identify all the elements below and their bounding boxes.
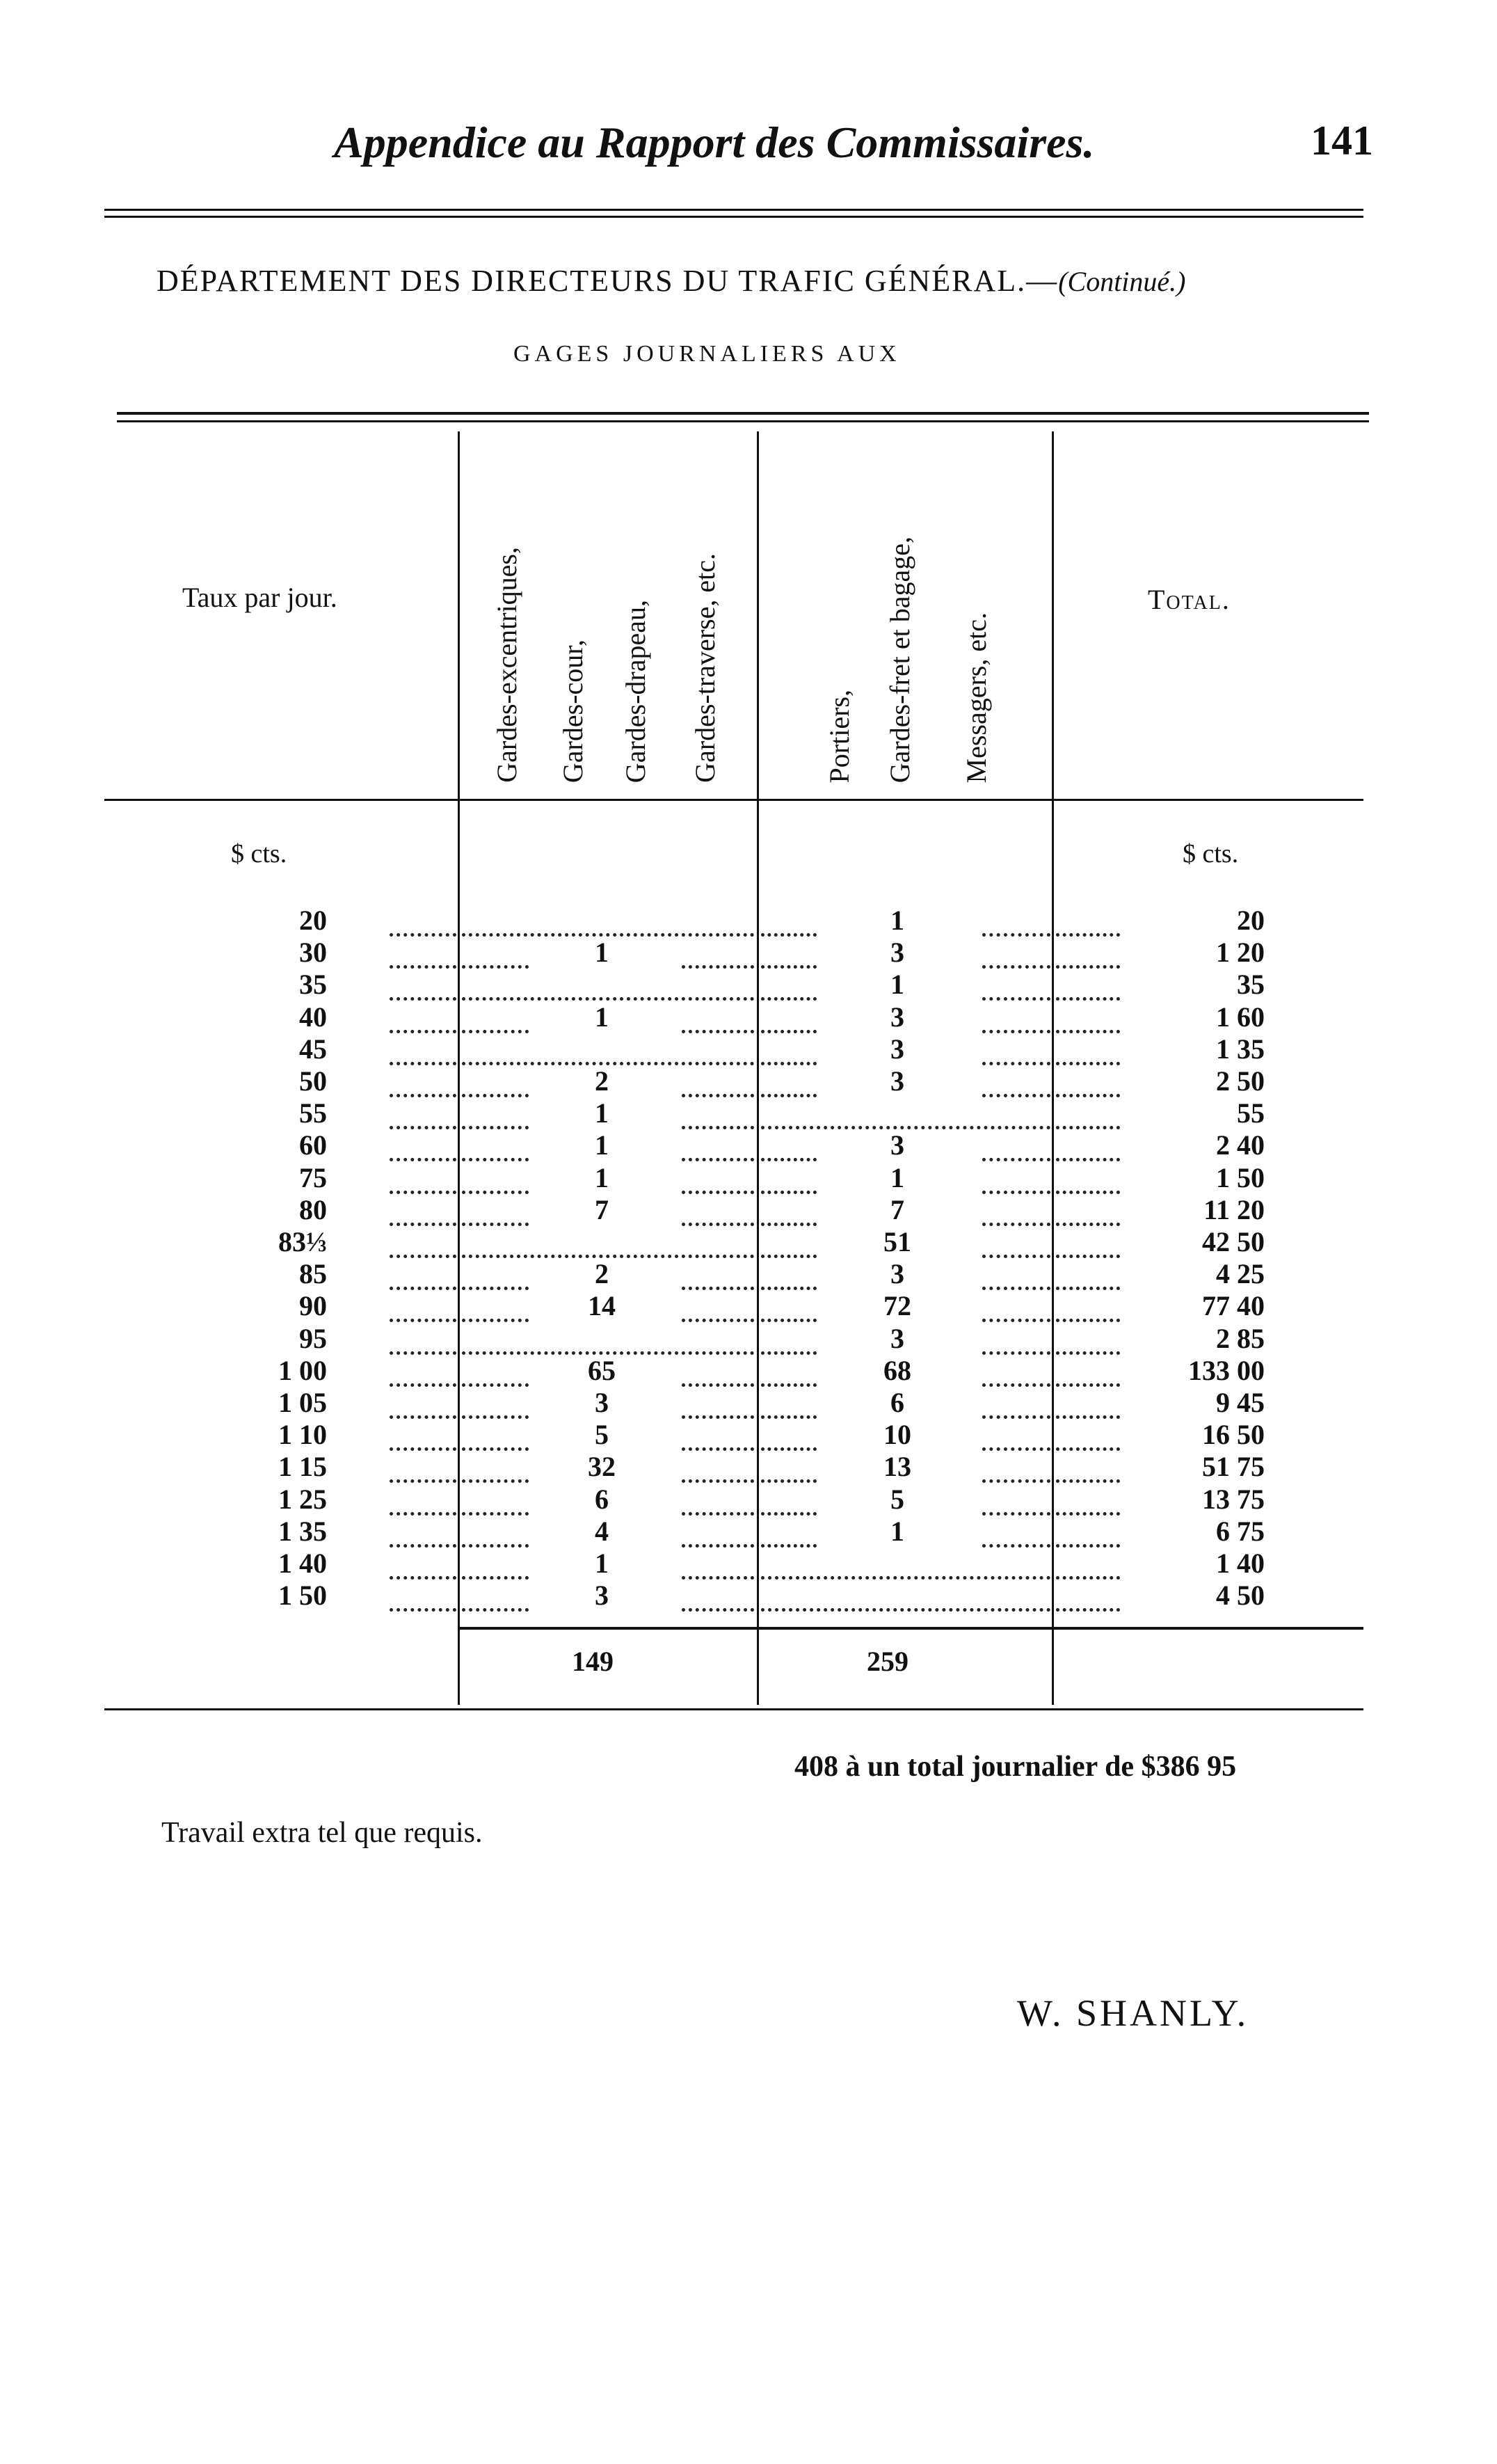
leader-dots [982, 1065, 1050, 1097]
leader-dots [682, 1290, 754, 1322]
rate-cell: 83⅓ [278, 1226, 327, 1257]
rate-cell: 1 40 [278, 1548, 327, 1579]
group1-count: 3 [574, 1580, 630, 1612]
group1-count: 6 [574, 1484, 630, 1516]
leader-dots [462, 1226, 754, 1258]
leader-dots [462, 969, 754, 1001]
group2-count: 1 [870, 905, 925, 937]
table-row [0, 1323, 1497, 1355]
group1-count: 32 [574, 1451, 630, 1483]
leader-dots [982, 1290, 1050, 1322]
leader-dots [761, 1258, 817, 1290]
leader-dots [761, 1033, 817, 1065]
group2-count: 3 [870, 1258, 925, 1290]
table-row [0, 1001, 1497, 1033]
leader-dots [982, 1355, 1050, 1387]
leader-dots [682, 1258, 754, 1290]
leader-dots [462, 1323, 754, 1355]
leader-dots [982, 905, 1050, 937]
leader-dots [761, 1065, 817, 1097]
leader-dots [682, 1065, 754, 1097]
leader-dots [761, 1548, 1050, 1580]
total-cell: 13 75 [1202, 1483, 1265, 1515]
table-row [0, 1355, 1497, 1387]
leader-dots [390, 1129, 456, 1161]
total-cell: 6 75 [1216, 1515, 1265, 1547]
page-number: 141 [1311, 118, 1373, 164]
leader-dots [462, 1387, 529, 1419]
summary-line: 408 à un total journalier de $386 95 [794, 1751, 1237, 1783]
group2-count: 51 [870, 1226, 925, 1258]
group2-count: 3 [870, 1065, 925, 1097]
group2-count: 10 [870, 1419, 925, 1451]
table-row [0, 1451, 1497, 1483]
leader-dots [1056, 1419, 1120, 1451]
leader-dots [682, 1484, 754, 1516]
leader-dots [462, 1001, 529, 1033]
rate-cell: 60 [299, 1129, 327, 1161]
total-cell: 51 75 [1202, 1451, 1265, 1483]
leader-dots [462, 905, 754, 937]
total-cell: 2 40 [1216, 1129, 1265, 1161]
group2-count: 68 [870, 1355, 925, 1387]
group1-header-line-4: Gardes-traverse, etc. [689, 553, 721, 783]
leader-dots [390, 905, 456, 937]
leader-dots [390, 1162, 456, 1194]
header-rule-1 [104, 209, 1363, 211]
total-cell: 2 85 [1216, 1322, 1265, 1354]
rate-cell: 1 05 [278, 1387, 327, 1418]
table-row [0, 1097, 1497, 1129]
rate-cell: 45 [299, 1033, 327, 1065]
leader-dots [462, 1258, 529, 1290]
leader-dots [761, 1451, 817, 1483]
leader-dots [761, 1387, 817, 1419]
group2-count: 13 [870, 1451, 925, 1483]
leader-dots [1056, 1129, 1120, 1161]
leader-dots [390, 969, 456, 1001]
group1-count: 2 [574, 1258, 630, 1290]
leader-dots [462, 1162, 529, 1194]
group2-count: 1 [870, 1162, 925, 1194]
department-title [157, 263, 1186, 299]
header-bottom-rule [104, 799, 1363, 801]
leader-dots [982, 937, 1050, 969]
leader-dots [761, 1484, 817, 1516]
leader-dots [462, 1129, 529, 1161]
total-cell: 9 45 [1216, 1387, 1265, 1418]
table-bottom-rule [104, 1708, 1363, 1710]
group1-count: 14 [574, 1290, 630, 1322]
leader-dots [462, 1451, 529, 1483]
group1-header-line-3: Gardes-drapeau, [620, 599, 651, 783]
leader-dots [682, 1451, 754, 1483]
department-name: DÉPARTEMENT DES DIRECTEURS DU TRAFIC GÉNÉRAL.— [157, 264, 1059, 298]
total-cell: 20 [1237, 905, 1265, 936]
table-row [0, 1548, 1497, 1580]
leader-dots [462, 1580, 529, 1612]
total-cell: 11 20 [1203, 1193, 1265, 1225]
table-row [0, 1033, 1497, 1065]
total-cell: 1 40 [1216, 1548, 1265, 1579]
group2-header-line-2: Gardes-fret et bagage, [884, 536, 915, 783]
total-cell: 1 50 [1216, 1161, 1265, 1193]
leader-dots [982, 1516, 1050, 1548]
leader-dots [1056, 1548, 1120, 1580]
leader-dots [761, 1580, 1050, 1612]
total-cell: 1 20 [1216, 937, 1265, 969]
group1-count: 7 [574, 1194, 630, 1226]
leader-dots [761, 1323, 817, 1355]
leader-dots [390, 1419, 456, 1451]
leader-dots [761, 1001, 817, 1033]
leader-dots [1056, 1226, 1120, 1258]
table-row [0, 1258, 1497, 1290]
leader-dots [982, 1226, 1050, 1258]
leader-dots [682, 1387, 754, 1419]
rate-cell: 1 00 [278, 1354, 327, 1386]
group2-count: 1 [870, 1516, 925, 1548]
rate-cell: 85 [299, 1258, 327, 1290]
leader-dots [1056, 1033, 1120, 1065]
leader-dots [1056, 1290, 1120, 1322]
total-cell: 4 50 [1216, 1580, 1265, 1612]
table-row [0, 1162, 1497, 1194]
leader-dots [761, 1226, 817, 1258]
rate-cell: 1 15 [278, 1451, 327, 1483]
table-top-rule-2 [117, 420, 1369, 422]
leader-dots [390, 1194, 456, 1226]
leader-dots [390, 1226, 456, 1258]
group1-count: 3 [574, 1387, 630, 1419]
group1-header-line-1: Gardes-excentriques, [491, 547, 522, 783]
leader-dots [390, 1355, 456, 1387]
rate-cell: 80 [299, 1193, 327, 1225]
leader-dots [982, 969, 1050, 1001]
rate-cell: 95 [299, 1322, 327, 1354]
leader-dots [761, 1516, 817, 1548]
total-cell: 55 [1237, 1097, 1265, 1129]
leader-dots [761, 969, 817, 1001]
leader-dots [682, 1548, 754, 1580]
total-cell: 133 00 [1188, 1354, 1265, 1386]
rate-cell: 1 35 [278, 1515, 327, 1547]
total-cell: 4 25 [1216, 1258, 1265, 1290]
rate-cell: 1 10 [278, 1419, 327, 1451]
rate-column-header: Taux par jour. [182, 582, 337, 613]
group2-count: 72 [870, 1290, 925, 1322]
leader-dots [982, 1129, 1050, 1161]
group2-sum: 259 [867, 1646, 908, 1677]
leader-dots [462, 1355, 529, 1387]
leader-dots [1056, 1097, 1120, 1129]
running-header: Appendice au Rapport des Commissaires. [334, 118, 1095, 167]
group1-count: 1 [574, 1097, 630, 1129]
table-row [0, 1129, 1497, 1161]
leader-dots [462, 1194, 529, 1226]
group1-count: 65 [574, 1355, 630, 1387]
table-subtitle: GAGES JOURNALIERS AUX [513, 341, 901, 367]
table-row [0, 1419, 1497, 1451]
leader-dots [390, 1290, 456, 1322]
leader-dots [462, 1548, 529, 1580]
table-row [0, 1194, 1497, 1226]
leader-dots [390, 1258, 456, 1290]
leader-dots [1056, 1258, 1120, 1290]
leader-dots [682, 1516, 754, 1548]
leader-dots [1056, 1451, 1120, 1483]
total-cell: 42 50 [1202, 1226, 1265, 1257]
table-row [0, 1226, 1497, 1258]
total-column-header: Total. [1148, 584, 1231, 615]
leader-dots [390, 1451, 456, 1483]
continued-note: (Continué.) [1058, 266, 1186, 297]
group1-count: 1 [574, 1001, 630, 1033]
leader-dots [390, 1387, 456, 1419]
leader-dots [761, 1194, 817, 1226]
leader-dots [682, 1001, 754, 1033]
group1-sum: 149 [572, 1646, 614, 1677]
leader-dots [462, 1516, 529, 1548]
leader-dots [982, 1387, 1050, 1419]
leader-dots [1056, 1355, 1120, 1387]
leader-dots [1056, 1580, 1120, 1612]
table-row [0, 1387, 1497, 1419]
leader-dots [1056, 1001, 1120, 1033]
total-cell: 2 50 [1216, 1065, 1265, 1097]
rate-cell: 20 [299, 905, 327, 936]
leader-dots [462, 1484, 529, 1516]
leader-dots [1056, 1323, 1120, 1355]
total-cell: 16 50 [1202, 1419, 1265, 1451]
leader-dots [982, 1194, 1050, 1226]
leader-dots [761, 937, 817, 969]
leader-dots [761, 1290, 817, 1322]
extra-work-note: Travail extra tel que requis. [161, 1817, 483, 1849]
leader-dots [462, 1065, 529, 1097]
leader-dots [982, 1323, 1050, 1355]
leader-dots [1056, 937, 1120, 969]
signature: W. SHANLY. [1017, 1992, 1249, 2034]
group1-count: 1 [574, 1162, 630, 1194]
rate-cell: 50 [299, 1065, 327, 1097]
total-cell: 77 40 [1202, 1290, 1265, 1322]
total-units: $ cts. [1183, 839, 1239, 868]
leader-dots [982, 1033, 1050, 1065]
table-row [0, 1065, 1497, 1097]
leader-dots [1056, 969, 1120, 1001]
rate-units: $ cts. [231, 839, 287, 868]
leader-dots [982, 1258, 1050, 1290]
leader-dots [390, 1097, 456, 1129]
leader-dots [761, 1355, 817, 1387]
leader-dots [462, 1033, 754, 1065]
group2-count: 3 [870, 1323, 925, 1355]
group1-count: 5 [574, 1419, 630, 1451]
leader-dots [390, 1548, 456, 1580]
table-row [0, 1290, 1497, 1322]
leader-dots [390, 1033, 456, 1065]
leader-dots [1056, 1162, 1120, 1194]
rate-cell: 35 [299, 969, 327, 1001]
table-row [0, 1484, 1497, 1516]
leader-dots [390, 1323, 456, 1355]
leader-dots [462, 1419, 529, 1451]
leader-dots [390, 937, 456, 969]
leader-dots [682, 1355, 754, 1387]
rate-cell: 1 25 [278, 1483, 327, 1515]
group2-header-line-3: Messagers, etc. [961, 612, 992, 783]
leader-dots [462, 1290, 529, 1322]
leader-dots [761, 1162, 817, 1194]
rate-cell: 1 50 [278, 1580, 327, 1612]
leader-dots [982, 1484, 1050, 1516]
header-rule-2 [104, 216, 1363, 218]
rate-cell: 30 [299, 937, 327, 969]
leader-dots [682, 1419, 754, 1451]
leader-dots [682, 1129, 754, 1161]
sum-rule [459, 1627, 1363, 1630]
rate-cell: 75 [299, 1161, 327, 1193]
leader-dots [1056, 1194, 1120, 1226]
leader-dots [761, 1129, 817, 1161]
group2-count: 3 [870, 1001, 925, 1033]
table-row [0, 937, 1497, 969]
leader-dots [982, 1162, 1050, 1194]
table-row [0, 1516, 1497, 1548]
rate-cell: 40 [299, 1001, 327, 1033]
leader-dots [390, 1065, 456, 1097]
leader-dots [390, 1580, 456, 1612]
leader-dots [761, 1419, 817, 1451]
group1-count: 1 [574, 1548, 630, 1580]
leader-dots [682, 1097, 754, 1129]
group2-count: 3 [870, 1033, 925, 1065]
leader-dots [1056, 1516, 1120, 1548]
leader-dots [390, 1484, 456, 1516]
group2-count: 3 [870, 1129, 925, 1161]
group1-count: 1 [574, 1129, 630, 1161]
leader-dots [1056, 1484, 1120, 1516]
rate-cell: 90 [299, 1290, 327, 1322]
leader-dots [682, 1194, 754, 1226]
leader-dots [390, 1001, 456, 1033]
table-top-rule-1 [117, 412, 1369, 415]
leader-dots [761, 1097, 1050, 1129]
total-cell: 35 [1237, 969, 1265, 1001]
group2-count: 3 [870, 937, 925, 969]
table-row [0, 969, 1497, 1001]
leader-dots [1056, 1387, 1120, 1419]
group1-count: 2 [574, 1065, 630, 1097]
leader-dots [390, 1516, 456, 1548]
leader-dots [982, 1419, 1050, 1451]
total-cell: 1 60 [1216, 1001, 1265, 1033]
group2-header-line-1: Portiers, [824, 689, 855, 783]
group1-count: 1 [574, 937, 630, 969]
leader-dots [462, 1097, 529, 1129]
leader-dots [462, 937, 529, 969]
group2-count: 1 [870, 969, 925, 1001]
leader-dots [1056, 1065, 1120, 1097]
rate-cell: 55 [299, 1097, 327, 1129]
leader-dots [982, 1001, 1050, 1033]
leader-dots [682, 1580, 754, 1612]
group1-count: 4 [574, 1516, 630, 1548]
group1-header-line-2: Gardes-cour, [557, 639, 589, 783]
total-cell: 1 35 [1216, 1033, 1265, 1065]
leader-dots [982, 1451, 1050, 1483]
group2-count: 7 [870, 1194, 925, 1226]
leader-dots [682, 1162, 754, 1194]
group2-count: 5 [870, 1484, 925, 1516]
table-row [0, 905, 1497, 937]
group2-count: 6 [870, 1387, 925, 1419]
leader-dots [761, 905, 817, 937]
leader-dots [1056, 905, 1120, 937]
leader-dots [682, 937, 754, 969]
table-row [0, 1580, 1497, 1612]
